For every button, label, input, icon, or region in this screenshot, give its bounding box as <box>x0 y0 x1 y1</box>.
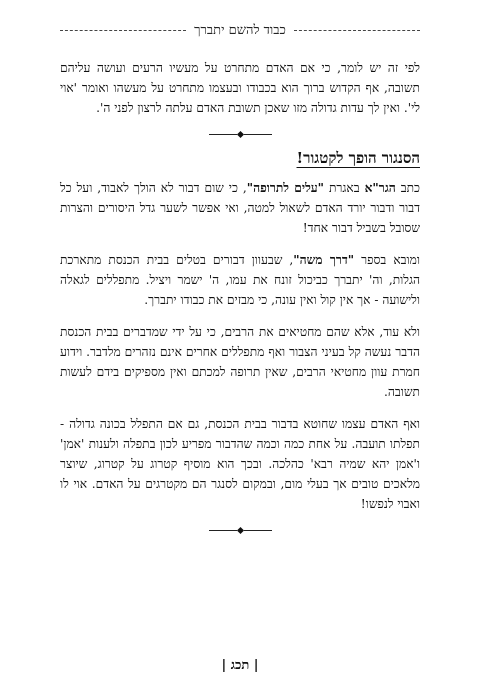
paragraph-1: כתב הגר"א באגרת "עלים לתרופה", כי שום דבור לא הולך לאבוד, ועל כל דבור ודבור יורד האדם לשאול למטה, ואי אפשר לשער גדל היסורים והצרות שסובל בשביל דבור אחד! <box>60 181 420 235</box>
running-head <box>60 22 420 38</box>
paragraph-2: ומובא בספר "דרך משה", שבעוון דבורים בטלים בבית הכנסת מתארכת הגלות, וה' יתברך כביכול זונח את עמו, ה' ישמר ויציל. מתפללים לגאלה ולישועה - אך אין קול ואין עונה, כי מבזים את כבודו יתברך. <box>60 253 420 307</box>
page-number: | תכג | <box>221 658 259 673</box>
author-name: הגר"א <box>364 181 396 195</box>
header-rule-right <box>294 30 420 31</box>
work-title: "עלים לתרופה" <box>246 181 325 195</box>
paragraph-3: ולא עוד, אלא שהם מחטיאים את הרבים, כי על ידי שמדברים בבית הכנסת הדבר נעשה קל בעיני הצבור ואף מתפללים אחרים אינם נזהרים מלדבר. וידוע חמרת עוון מחטיאי הרבים, שאין תרופה למכתם ואין מספיקים בידם לעשות תשובה. <box>60 325 420 399</box>
paragraph-4: ואף האדם עצמו שחוטא בדבור בבית הכנסת, גם אם התפלל בכונה גדולה - תפלתו תועבה. על אחת כמה וכמה שהדבור מפריע לכון בתפלה ולענות 'אמן' ו'אמן יהא שמיה רבא' כהלכה. ובכך הוא מוסיף קטרוג על קטרוג, שיוצר מלאכים טובים אך בעלי מום, ובמקום לסנגר הם מקטרגים על האדם. אוי לו ואבוי לנפשו! <box>60 417 420 511</box>
end-divider-icon <box>60 528 420 533</box>
work-title: "דרך משה" <box>293 253 355 267</box>
header-rule-left <box>60 30 186 31</box>
section-title: הסנגור הופך לקטגור! <box>296 149 420 167</box>
running-head-title: כבוד להשם יתברך <box>194 23 286 38</box>
intro-paragraph: לפי זה יש לומר, כי אם האדם מתחרט על מעשיו הרעים ועושה עליהם תשובה, אף הקדוש ברוך הוא בכבודו ובעצמו מתחרט על מעשהו ואומר 'אוי לי'. ואין לך עדות גדולה מזו שאכן תשובת האדם עלתה לרצון לפני ה'. <box>60 61 420 115</box>
section-divider-icon <box>60 132 420 137</box>
